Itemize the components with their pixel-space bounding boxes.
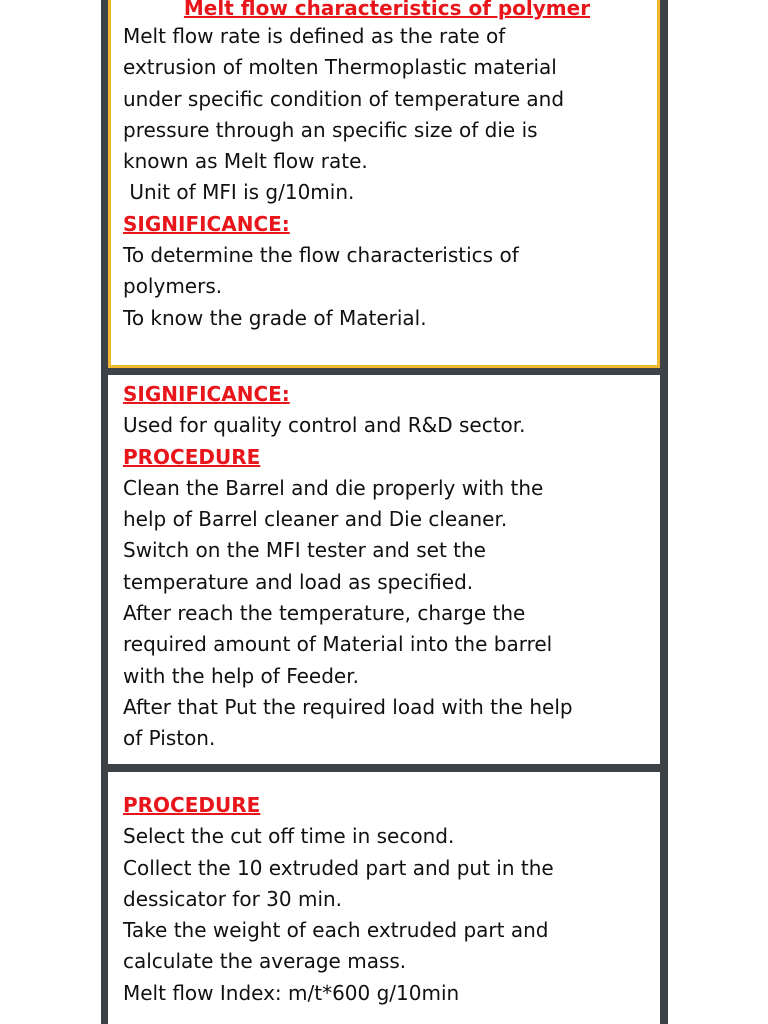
slide-1-body <box>123 0 651 334</box>
slide-2 <box>108 375 660 764</box>
slide-2-line-4: Switch on the MFI tester and set the <box>123 538 486 563</box>
slide-2-line-3: help of Barrel cleaner and Die cleaner. <box>123 507 508 532</box>
slide-3-line-1: Select the cut off time in second. <box>123 824 455 849</box>
slide-2-line-9: After that Put the required load with the help <box>123 694 573 719</box>
slide-2-line-6: After reach the temperature, charge the <box>123 601 526 626</box>
procedure-heading: PROCEDURE <box>123 793 261 817</box>
slide-1-line-9: To know the grade of Material. <box>123 305 427 330</box>
significance-heading: SIGNIFICANCE: <box>123 382 290 406</box>
slide-title: Melt flow characteristics of polymer <box>183 0 591 20</box>
slide-1-line-1: Melt flow rate is defined as the rate of <box>123 24 506 48</box>
slide-1-line-5: known as Melt flow rate. <box>123 149 368 174</box>
procedure-heading: PROCEDURE <box>123 444 261 469</box>
slide-3-line-2: Collect the 10 extruded part and put in the <box>123 855 554 880</box>
slide-2-line-5: temperature and load as specified. <box>123 569 474 594</box>
slide-3-body <box>123 790 654 1009</box>
slide-3-line-3: dessicator for 30 min. <box>123 886 343 911</box>
slide-1 <box>108 0 660 368</box>
slide-1-line-4: pressure through an specific size of die is <box>123 117 538 142</box>
slide-3-line-5: calculate the average mass. <box>123 949 407 974</box>
slide-3-line-4: Take the weight of each extruded part and <box>123 918 549 943</box>
slide-3-line-6: Melt flow Index: m/t*600 g/10min <box>123 980 460 1005</box>
slide-2-line-7: required amount of Material into the barrel <box>123 632 553 657</box>
slide-3 <box>108 772 660 1024</box>
slide-1-line-7: To determine the flow characteristics of <box>123 243 519 268</box>
slide-2-body <box>123 379 654 755</box>
slide-2-line-2: Clean the Barrel and die properly with the <box>123 475 544 500</box>
slide-2-line-1: Used for quality control and R&D sector. <box>123 413 526 438</box>
significance-heading: SIGNIFICANCE: <box>123 211 290 236</box>
slide-2-line-8: with the help of Feeder. <box>123 663 359 688</box>
slide-1-line-3: under specific condition of temperature and <box>123 86 565 111</box>
slide-1-line-6: Unit of MFI is g/10min. <box>123 180 355 205</box>
slide-2-line-10: of Piston. <box>123 726 216 751</box>
slide-1-line-2: extrusion of molten Thermoplastic material <box>123 55 557 80</box>
slide-1-line-8: polymers. <box>123 274 223 299</box>
